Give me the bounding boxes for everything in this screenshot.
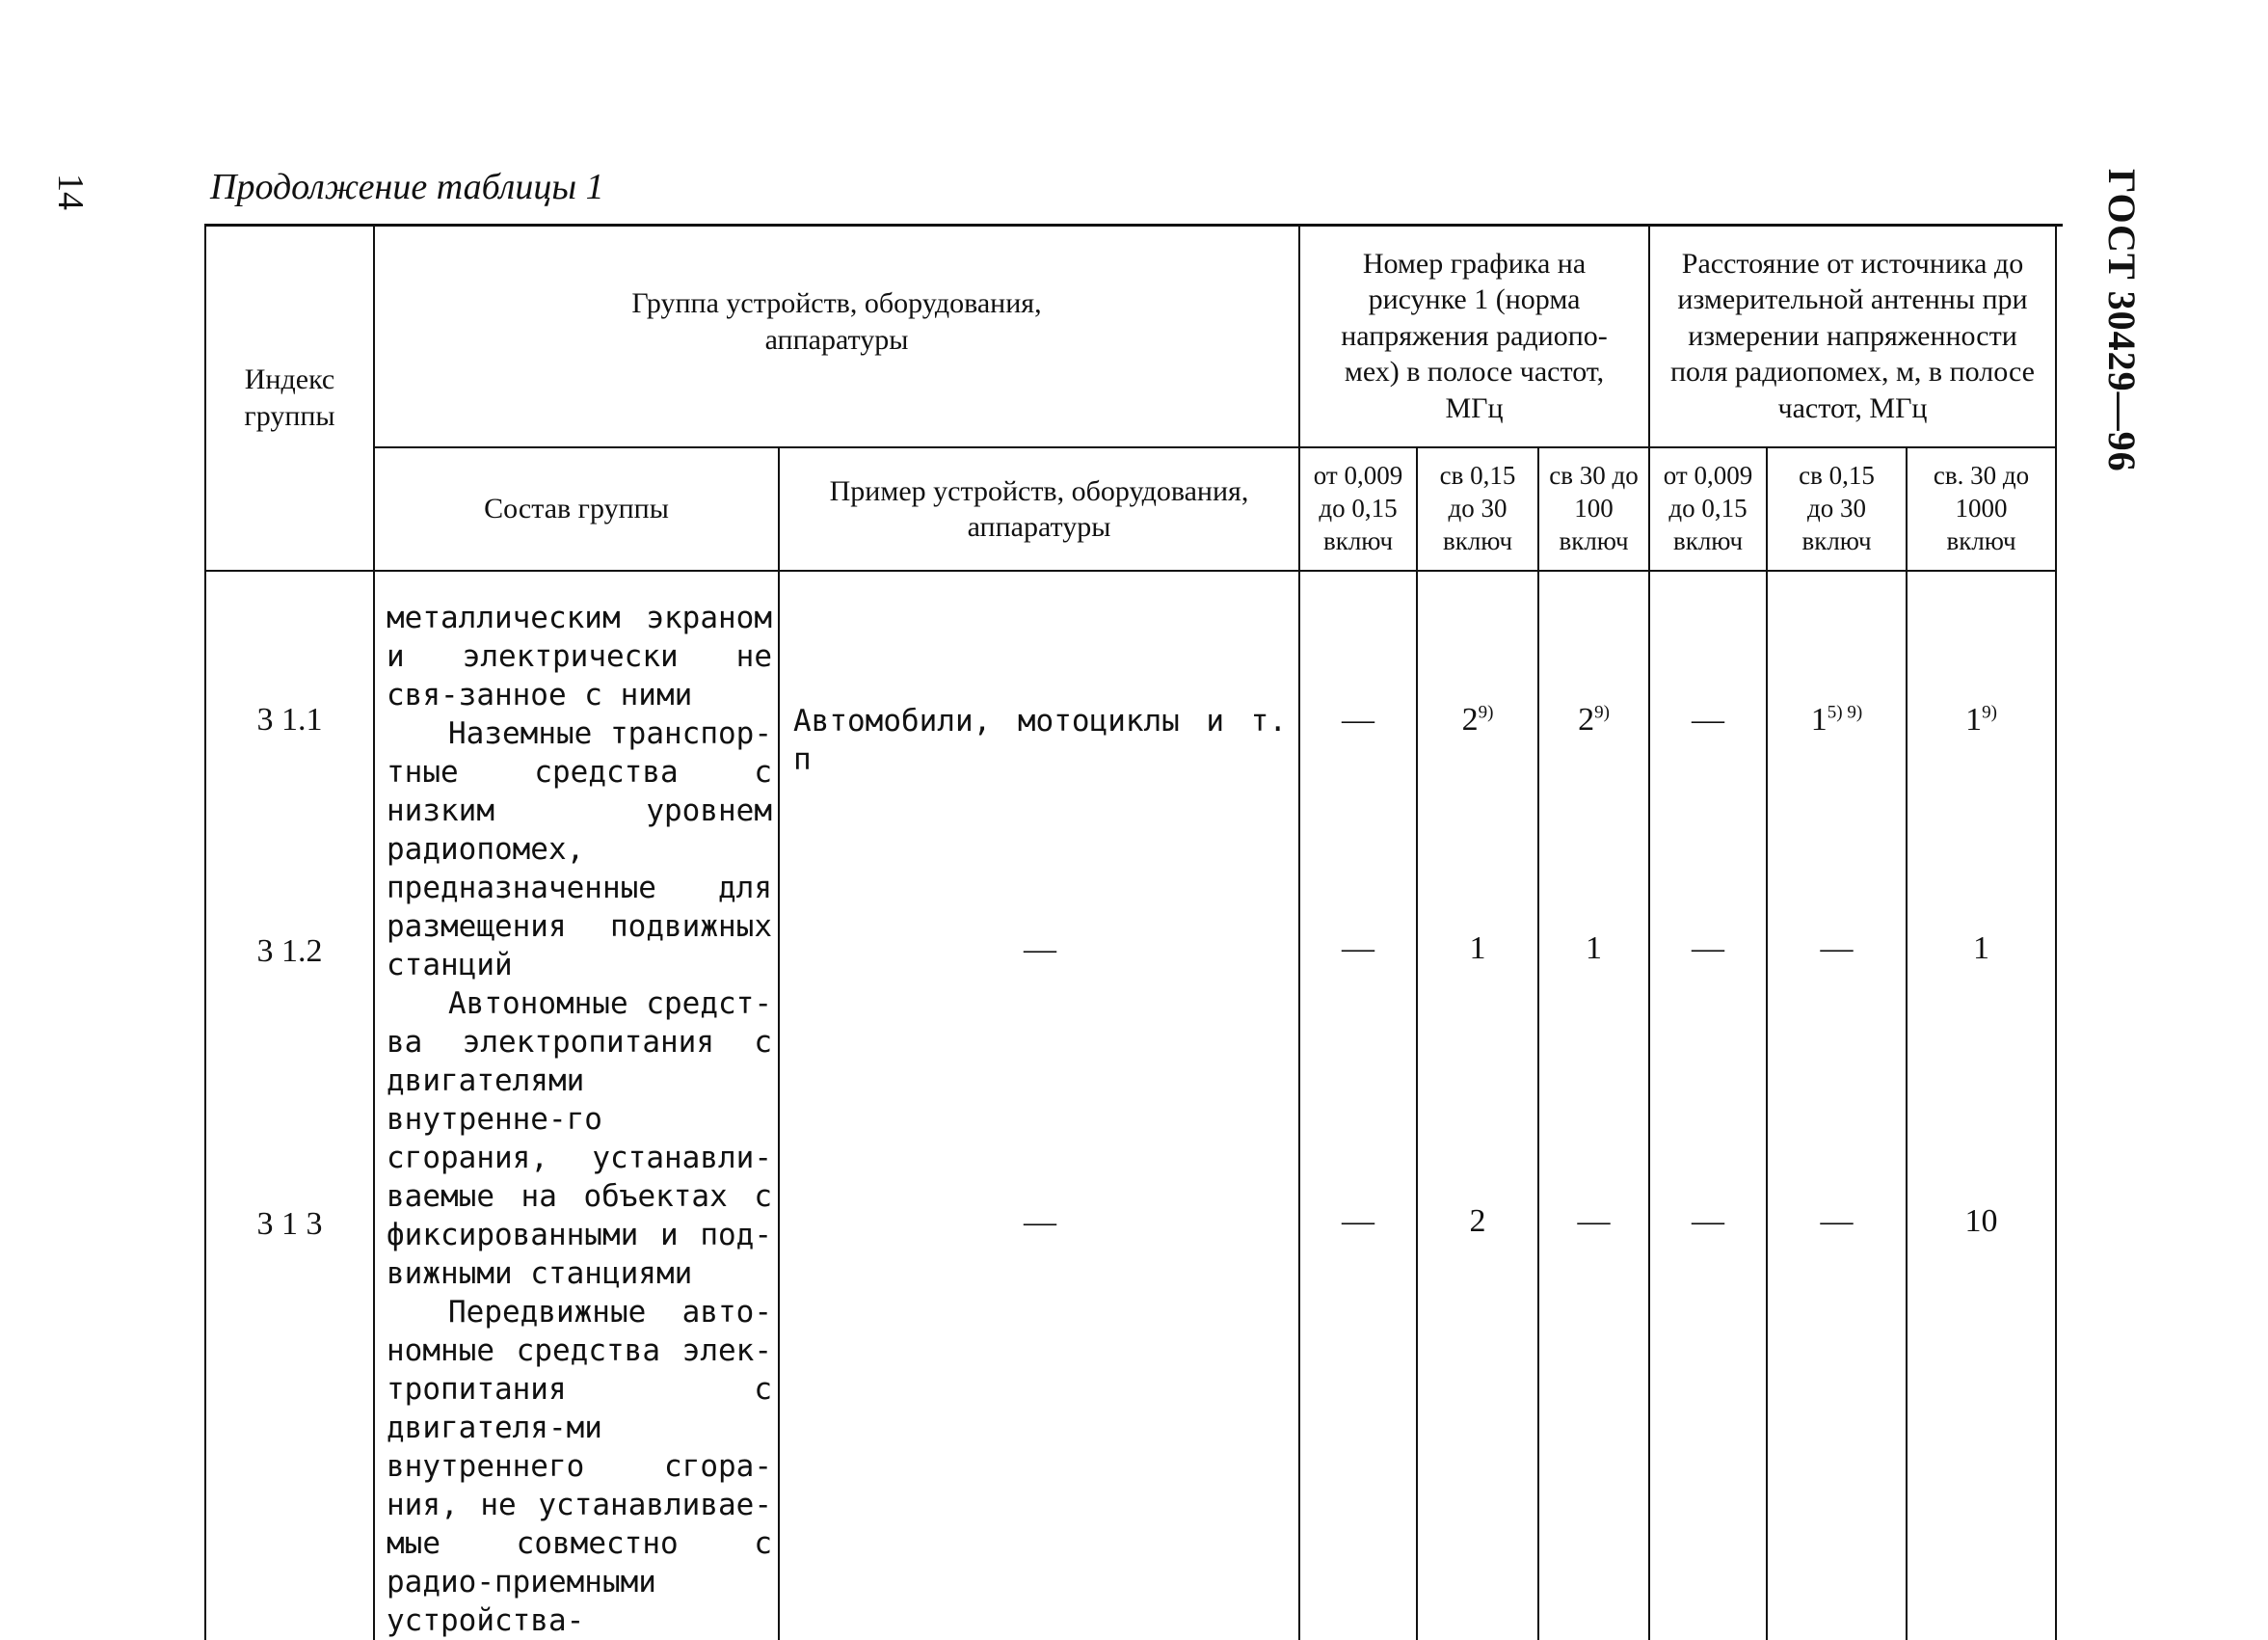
value-cell: — xyxy=(1342,930,1374,966)
value-cell: 2$^{9)}$ xyxy=(1578,702,1610,738)
distance-band-3-column xyxy=(1907,571,2056,1640)
value-cell: — xyxy=(1692,1203,1724,1239)
row-example: — xyxy=(1024,931,1056,967)
header-group: Группа устройств, оборудования, аппаратуры xyxy=(374,226,1299,447)
example-column xyxy=(779,571,1299,1640)
header-graph-band-3: св 30 до 100 включ xyxy=(1538,447,1649,571)
graph-band-1-column xyxy=(1299,571,1417,1640)
graph-band-2-column xyxy=(1417,571,1538,1640)
document-standard-header: ГОСТ 30429—96 xyxy=(2100,169,2144,472)
header-distance-band-2: св 0,15 до 30 включ xyxy=(1767,447,1907,571)
header-distance-band-1: от 0,009 до 0,15 включ xyxy=(1649,447,1767,571)
row-index: 3 1.2 xyxy=(256,933,323,969)
value-cell: — xyxy=(1692,930,1724,966)
value-cell: 1$^{9)}$ xyxy=(1965,702,1997,738)
header-graph-band-1: от 0,009 до 0,15 включ xyxy=(1299,447,1417,571)
value-cell: — xyxy=(1692,702,1724,738)
page-number: 14 xyxy=(50,174,91,210)
value-cell: — xyxy=(1342,702,1374,738)
value-cell: — xyxy=(1342,1203,1374,1239)
value-cell: — xyxy=(1577,1203,1611,1239)
header-graph-number: Номер графика на рисунке 1 (норма напряжения радиопо-мех) в полосе частот, МГц xyxy=(1299,226,1649,447)
row-example: Автомобили, мотоциклы и т. п xyxy=(793,704,1287,777)
row-index: 3 1 3 xyxy=(256,1206,323,1242)
index-column xyxy=(205,571,374,1640)
continuation-text: металлическим экраном и электрически не свя-занное с ними xyxy=(387,601,772,712)
header-index: Индекс группы xyxy=(205,226,374,571)
row-index: 3 1.1 xyxy=(256,702,323,738)
row-composition: Автономные средст-ва электропитания с двигателями внутренне-го сгорания, устанавли-ваемые на объектах с фиксированными и под-вижными станциями xyxy=(387,986,772,1291)
distance-band-1-column xyxy=(1649,571,1767,1640)
composition-column xyxy=(374,571,779,1640)
table-caption: Продолжение таблицы 1 xyxy=(210,167,604,207)
value-cell: 10 xyxy=(1964,1203,1998,1239)
header-distance-band-3: св. 30 до 1000 включ xyxy=(1907,447,2056,571)
value-cell: 1 xyxy=(1469,930,1486,966)
standards-table xyxy=(204,226,2057,1640)
value-cell: 2 xyxy=(1469,1203,1486,1239)
header-distance: Расстояние от источника до измерительной антенны при измерении напряженности поля радиопомех, м, в полосе частот, МГц xyxy=(1649,226,2056,447)
graph-band-3-column xyxy=(1538,571,1649,1640)
distance-band-2-column xyxy=(1767,571,1907,1640)
value-cell: $1^{5) 9)}$ xyxy=(1810,702,1863,738)
value-cell: — xyxy=(1820,930,1854,966)
row-composition: Передвижные авто-номные средства элек-тропитания с двигателя-ми внутреннего сгора-ния, не устанавливае-мые совместно с радио-приемными устройства- xyxy=(387,1295,772,1638)
header-composition: Состав группы xyxy=(374,447,779,571)
header-graph-band-2: св 0,15 до 30 включ xyxy=(1417,447,1538,571)
value-cell: 1 xyxy=(1586,930,1602,966)
value-cell: 1 xyxy=(1973,930,1989,966)
row-example: — xyxy=(1024,1204,1056,1240)
header-example: Пример устройств, оборудования, аппаратуры xyxy=(779,447,1299,571)
row-composition: Наземные транспор-тные средства с низким уровнем радиопомех, предназначенные для размещения подвижных станций xyxy=(387,716,772,982)
value-cell: 2$^{9)}$ xyxy=(1461,702,1494,738)
value-cell: — xyxy=(1820,1203,1854,1239)
